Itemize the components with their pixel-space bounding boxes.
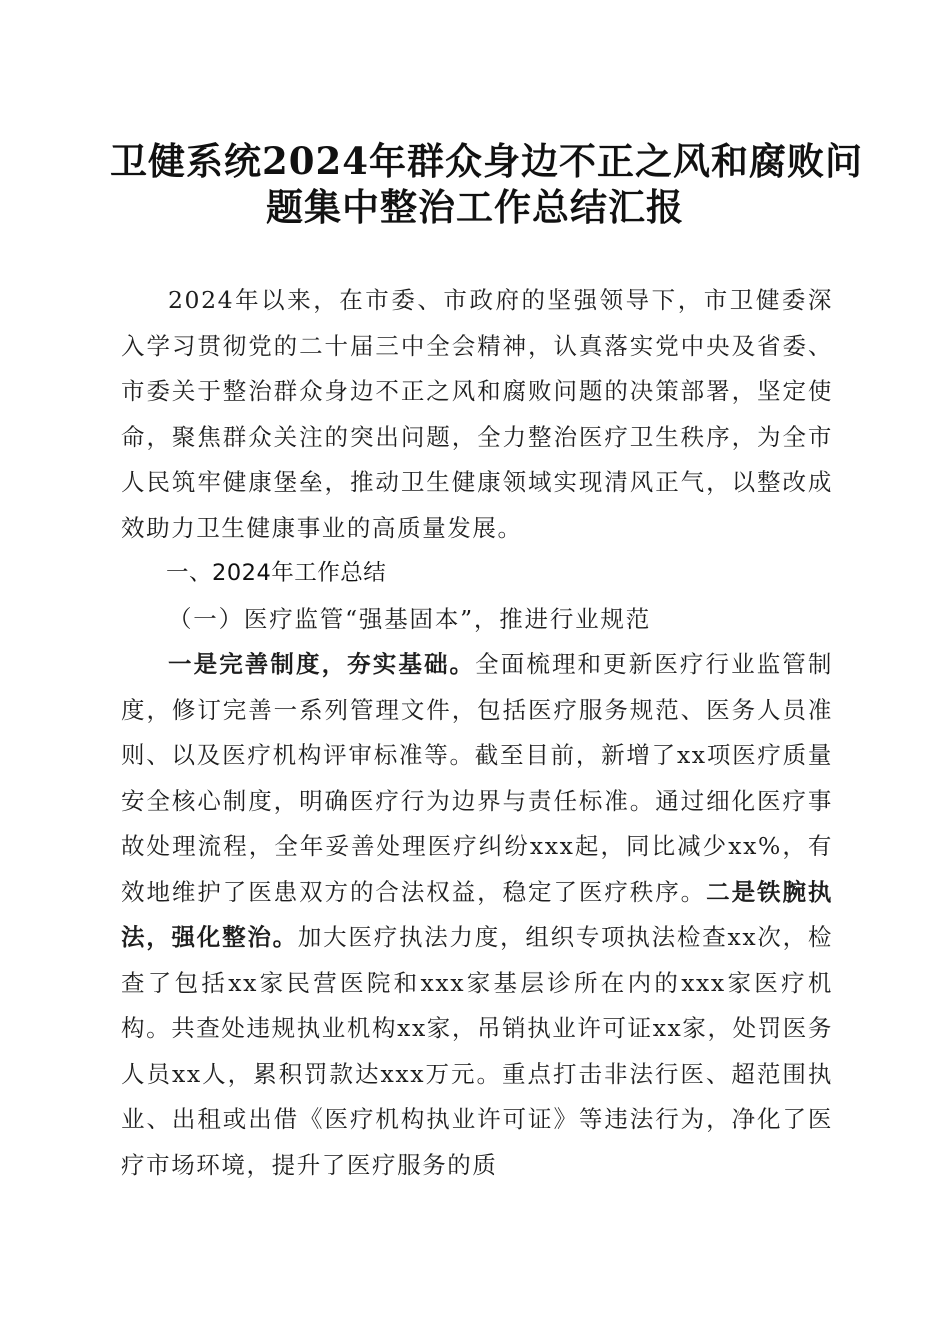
point-body-1: 全面梳理和更新医疗行业监管制度，修订完善一系列管理文件，包括医疗服务规范、医务人员准则、以及医疗机构评审标准等。截至目前，新增了xx项医疗质量安全核心制度，明确医疗行为边界与责任标准。通过细化医疗事故处理流程，全年妥善处理医疗纠纷xxx起，同比减少xx%，有效地维护了医患双方的合法权益，稳定了医疗秩序。 [121, 650, 833, 906]
document-body [121, 278, 833, 1188]
document-title [110, 138, 863, 230]
point-lead-1: 一是完善制度，夯实基础。 [168, 650, 476, 678]
title-line-1: 卫健系统2024年群众身边不正之风和腐败问 [110, 139, 863, 183]
point-lead-2: 二是铁腕执法，强化整治。 [121, 877, 834, 951]
point-body-2: 加大医疗执法力度，组织专项执法检查xx次，检查了包括xx家民营医院和xxx家基层诊所在内的xxx家医疗机构。共查处违规执业机构xx家，吊销执业许可证xx家，处罚医务人员xx人，累积罚款达xxx万元。重点打击非法行医、超范围执业、出租或出借《医疗机构执业许可证》等违法行为，净化了医疗市场环境，提升了医疗服务的质 [121, 923, 834, 1179]
point-paragraph-1 [121, 642, 833, 1188]
intro-paragraph: 2024年以来，在市委、市政府的坚强领导下，市卫健委深入学习贯彻党的二十届三中全会精神，认真落实党中央及省委、市委关于整治群众身边不正之风和腐败问题的决策部署，坚定使命，聚焦群众关注的突出问题，全力整治医疗卫生秩序，为全市人民筑牢健康堡垒，推动卫生健康领域实现清风正气，以整改成效助力卫生健康事业的高质量发展。 [121, 286, 833, 542]
title-line-2: 题集中整治工作总结汇报 [266, 185, 684, 229]
section-heading-1: 一、2024年工作总结 [166, 560, 387, 586]
subsection-heading-1: （一）医疗监管“强基固本”，推进行业规范 [168, 604, 652, 633]
